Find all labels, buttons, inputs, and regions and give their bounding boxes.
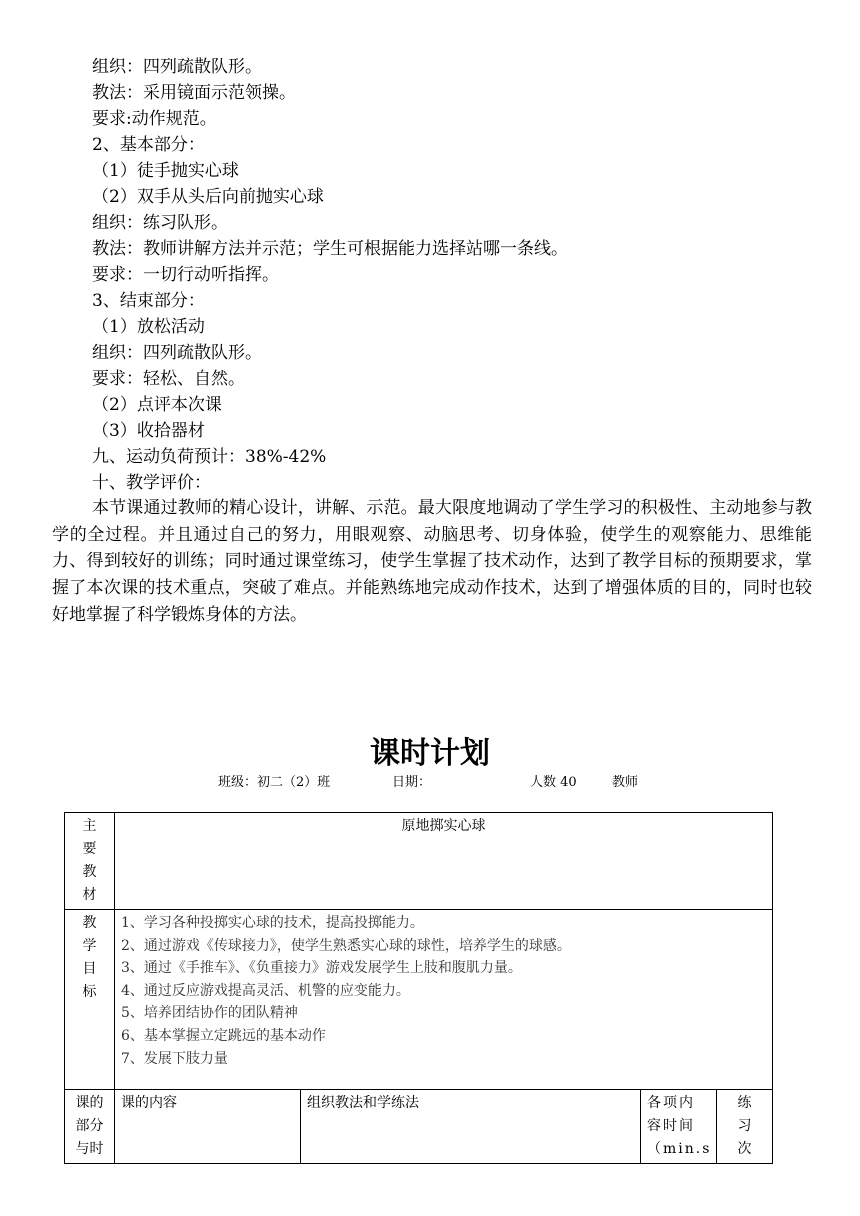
objective-item: 6、基本掌握立定跳远的基本动作 [121, 1027, 326, 1044]
text-line: 要求：一切行动听指挥。 [92, 265, 279, 285]
method-header: 组织教法和学练法 [301, 1090, 641, 1164]
objectives-list [115, 910, 773, 1090]
text-line: 组织：练习队形。 [92, 213, 228, 233]
main-material-row [65, 813, 773, 910]
date-label: 日期： [392, 775, 432, 790]
objectives-row [65, 910, 773, 1090]
text-line: 要求:动作规范。 [92, 109, 217, 129]
objectives-label: 教 学 目 标 [65, 910, 115, 1090]
text-line: 要求：轻松、自然。 [92, 369, 245, 389]
part-header: 课的 部分 与时 [65, 1090, 115, 1164]
class-info: 班级：初二（2）班 [218, 775, 331, 790]
text-line: 组织：四列疏散队形。 [92, 343, 262, 363]
text-line: （3）收拾器材 [92, 421, 205, 441]
objective-item: 3、通过《手推车》、《负重接力》游戏发展学生上肢和腹肌力量。 [121, 960, 522, 977]
plan-title: 课时计划 [370, 736, 490, 771]
objective-item: 4、通过反应游戏提高灵活、机警的应变能力。 [121, 982, 410, 999]
text-line: （1）放松活动 [92, 317, 205, 337]
text-line: 十、教学评价： [92, 473, 211, 493]
text-line: （1）徒手抛实心球 [92, 161, 239, 181]
objective-item: 1、学习各种投掷实心球的技术，提高投掷能力。 [121, 915, 424, 931]
header-row [65, 1090, 773, 1164]
text-line: 2、基本部分： [92, 135, 205, 155]
objective-item: 7、发展下肢力量 [121, 1050, 228, 1067]
text-line: 组织：四列疏散队形。 [92, 57, 262, 77]
evaluation-paragraph: 本节课通过教师的精心设计，讲解、示范。最大限度地调动了学生学习的积极性、主动地参与教学的全过程。并且通过自己的努力，用眼观察、动脑思考、切身体验，使学生的观察能力、思维能力、得到较好的训练；同时通过课堂练习，使学生掌握了技术动作，达到了教学目标的预期要求，掌握了本次课的技术重点，突破了难点。并能熟练地完成动作技术，达到了增强体质的目的，同时也较好地掌握了科学锻炼身体的方法。 [52, 498, 812, 625]
text-line: 九、运动负荷预计：38%-42% [92, 447, 327, 467]
time-header: 各项内 容时间 （min.s [641, 1090, 717, 1164]
text-line: （2）双手从头后向前抛实心球 [92, 187, 324, 207]
teacher-label: 教师 [612, 775, 639, 790]
objective-item: 5、培养团结协作的团队精神 [121, 1005, 298, 1022]
content-header: 课的内容 [115, 1090, 301, 1164]
reps-header: 练 习 次 [717, 1090, 773, 1164]
text-line: 教法：教师讲解方法并示范；学生可根据能力选择站哪一条线。 [92, 239, 568, 259]
main-material-label: 主 要 教 材 [65, 813, 115, 910]
text-line: 3、结束部分： [92, 291, 205, 311]
objective-item: 2、通过游戏《传球接力》，使学生熟悉实心球的球性，培养学生的球感。 [121, 937, 571, 954]
text-line: （2）点评本次课 [92, 395, 222, 415]
text-line: 教法：采用镜面示范领操。 [92, 83, 296, 103]
lesson-plan-table [64, 812, 773, 1164]
main-material-value: 原地掷实心球 [115, 813, 773, 910]
count-label: 人数 40 [530, 775, 577, 790]
